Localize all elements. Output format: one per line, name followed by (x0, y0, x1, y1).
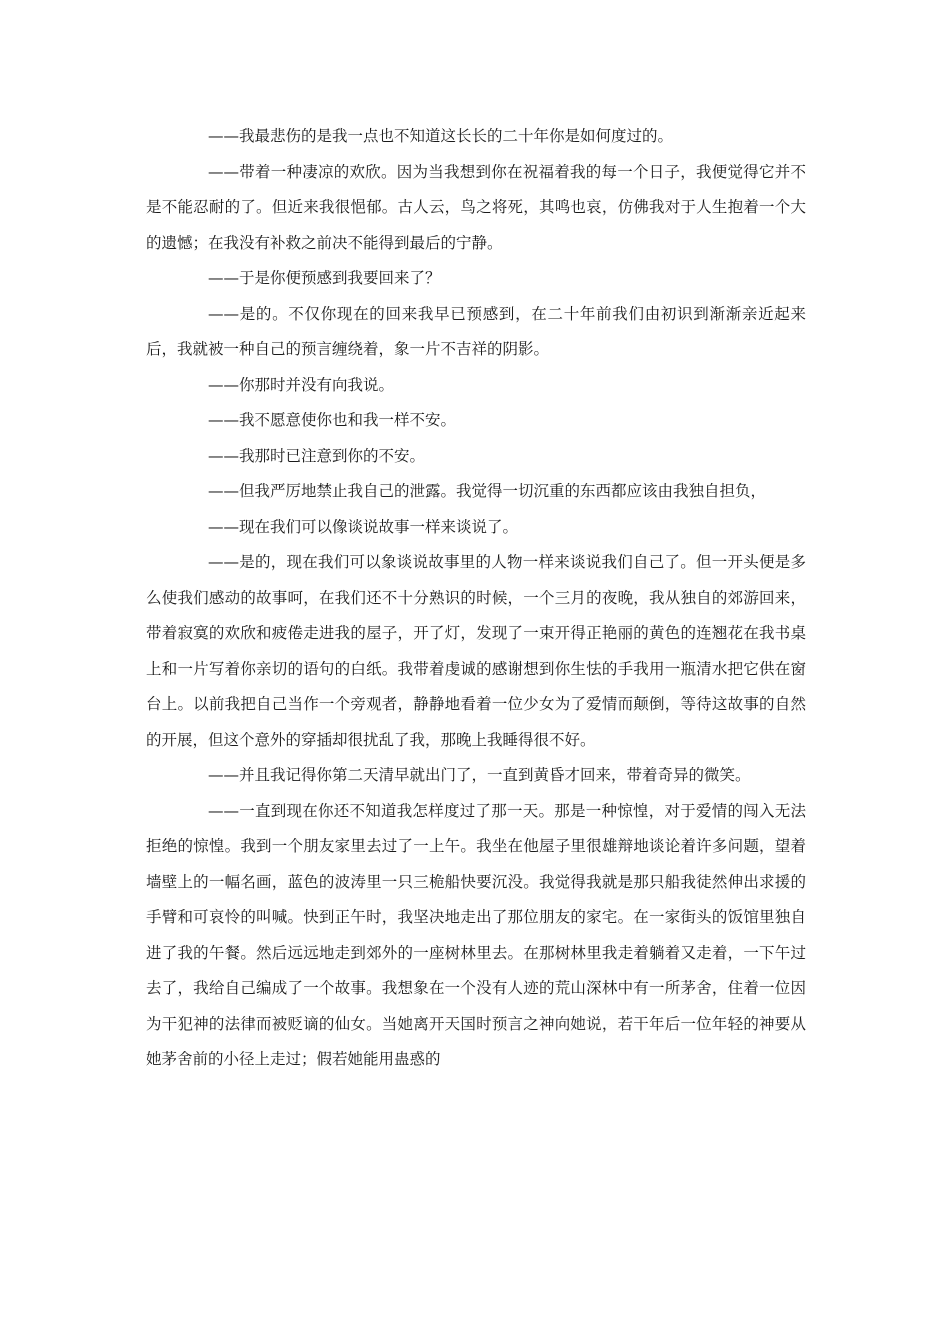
paragraph: ——于是你便预感到我要回来了？ (208, 269, 441, 287)
paragraph: ——是的，现在我们可以象谈说故事里的人物一样来谈说我们自己了。但一开头便是多么使我们感动的故事呵，在我们还不十分熟识的时候，一个三月的夜晚，我从独自的郊游回来，带着寂寞的欢欣和疲倦走进我的屋子，开了灯，发现了一束开得正艳丽的黄色的连翘花在我书桌上和一片写着你亲切的语句的白纸。我带着虔诚的感谢想到你生怯的手我用一瓶清水把它供在窗台上。以前我把自己当作一个旁观者，静静地看着一位少女为了爱情而颠倒，等待这故事的自然的开展，但这个意外的穿插却很扰乱了我，那晚上我睡得很不好。 (146, 553, 806, 749)
paragraph: ——现在我们可以像谈说故事一样来谈说了。 (208, 517, 519, 536)
paragraph: ——并且我记得你第二天清早就出门了，一直到黄昏才回来，带着奇异的微笑。 (208, 766, 751, 784)
paragraph: ——是的。不仅你现在的回来我早已预感到，在二十年前我们由初识到渐渐亲近起来后，我就被一种自己的预言缠绕着，象一片不吉祥的阴影。 (146, 304, 806, 358)
paragraph: ——我那时已注意到你的不安。 (208, 446, 426, 465)
document-body (146, 119, 806, 1078)
paragraph: ——我不愿意使你也和我一样不安。 (208, 411, 457, 429)
paragraph: ——但我严厉地禁止我自己的泄露。我觉得一切沉重的东西都应该由我独自担负， (208, 482, 767, 500)
paragraph: ——我最悲伤的是我一点也不知道这长长的二十年你是如何度过的。 (208, 127, 674, 145)
paragraph: ——你那时并没有向我说。 (208, 375, 395, 394)
paragraph: ——带着一种凄凉的欢欣。因为当我想到你在祝福着我的每一个日子，我便觉得它并不是不能忍耐的了。但近来我很悒郁。古人云，鸟之将死，其鸣也哀，仿佛我对于人生抱着一个大的遗憾；在我没有补救之前决不能得到最后的宁静。 (146, 162, 806, 252)
paragraph: ——一直到现在你还不知道我怎样度过了那一天。那是一种惊惶，对于爱情的闯入无法拒绝的惊惶。我到一个朋友家里去过了一上午。我坐在他屋子里很雄辩地谈论着许多问题，望着墙壁上的一幅名画，蓝色的波涛里一只三桅船快要沉没。我觉得我就是那只船我徒然伸出求援的手臂和可哀怜的叫喊。快到正午时，我坚决地走出了那位朋友的家宅。在一家街头的饭馆里独自进了我的午餐。然后远远地走到郊外的一座树林里去。在那树林里我走着躺着又走着，一下午过去了，我给自己编成了一个故事。我想象在一个没有人迹的荒山深林中有一所茅舍，住着一位因为干犯神的法律而被贬谪的仙女。当她离开天国时预言之神向她说，若干年后一位年轻的神要从她茅舍前的小径上走过；假若她能用蛊惑的 (146, 801, 806, 1068)
